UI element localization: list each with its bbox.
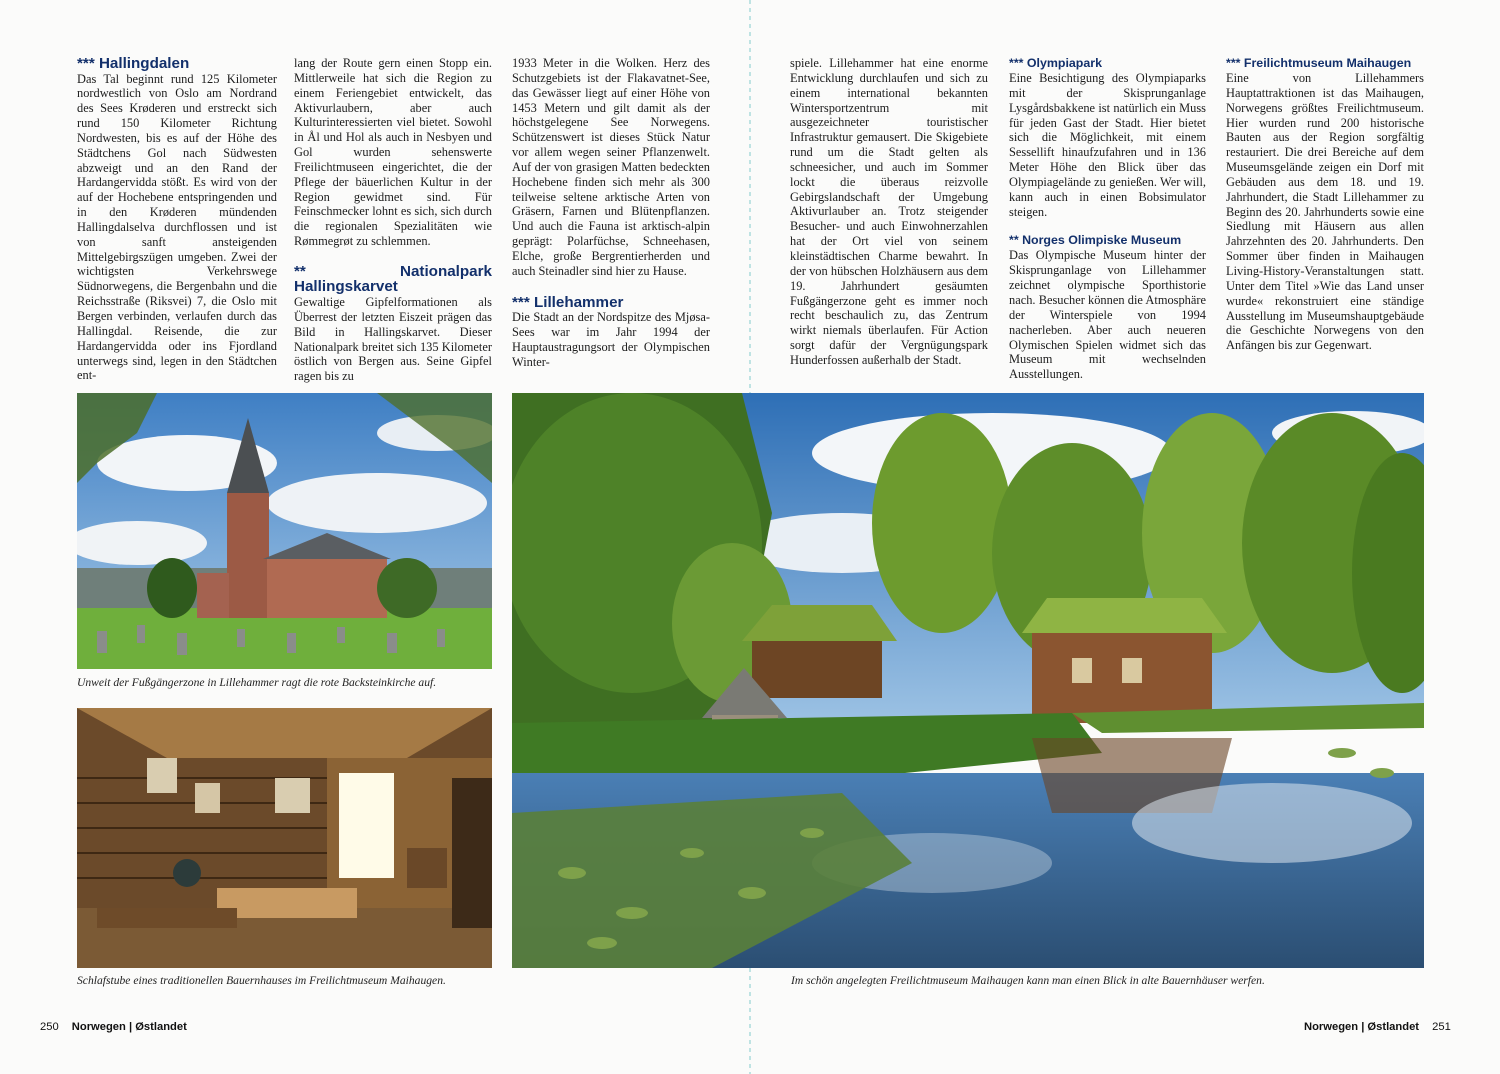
text-hallingdalen-cont: lang der Route gern einen Stopp ein. Mittlerweile hat sich die Region zu einem Feriengebiet entwickelt, das Aktivurlaubern, aber auch Kulturinteressierten viel bietet. Sowohl in Ål und Hol als auch in Nesbyen und Gol wurden sehenswerte Freilichtmuseen eingerichtet, die der Pflege der bäuerlichen Kultur in der Region gewidmet sind. Für Feinschmecker lohnt es sich, sich durch die regionalen Spezialitäten wie Rømmegrøt zu schlemmen. <box>294 56 492 249</box>
text-lillehammer: Die Stadt an der Nordspitze des Mjøsa-Sees war im Jahr 1994 der Hauptaustragungsort der Olympischen Winter- <box>512 310 710 369</box>
left-column-3 <box>512 56 710 370</box>
text-maihaugen: Eine von Lillehammers Hauptattraktionen ist das Maihaugen, Norwegens größtes Freilichtmuseum. Hier wurden rund 200 historische Bauten aus der Region sorgfältig restauriert. Die drei Bereiche auf dem Museumsgelände zeigen ein Dorf mit Gebäuden aus dem 18. und 19. Jahrhundert, die Stadt Lillehammer zu Beginn des 20. Jahrhunderts sowie eine Siedlung mit Häusern aus allen Jahrzehnten des 20. Jahrhunderts. Den Sommer über finden in Maihaugen Living-History-Veranstaltungen statt. Unter dem Titel »Wie das Land unser wurde« rekonstruiert eine ständige Ausstellung im Museumshauptgebäude die Geschichte Norwegens von den Anfängen bis zur Gegenwart. <box>1226 71 1424 353</box>
heading-maihaugen: *** Freilichtmuseum Maihaugen <box>1226 56 1412 70</box>
running-head-right: Norwegen | Østlandet <box>1304 1021 1420 1033</box>
folio-right <box>1304 1021 1451 1033</box>
text-olimpiske-museum: Das Olympische Museum hinter der Skisprunganlage von Lillehammer zeichnet olympische Sporthistorie nach. Besucher können die Atmosphäre der Winterspiele von 1994 nacherleben. Aber auch neueren Olymischen Spielen widmet sich das Museum mit wechselnden Ausstellungen. <box>1009 248 1206 382</box>
text-hallingskarvet-cont: 1933 Meter in die Wolken. Herz des Schutzgebiets ist der Flakavatnet-See, das Gewässer liegt auf einer Höhe von 1453 Metern und gilt damit als der höchstgelegene See Norwegens. Schützenswert ist dieses Stück Natur vor allem wegen seiner Pflanzenwelt. Auf der von grasigen Matten bedeckten Hochebene finden sich mehr als 300 teilweise seltene arktische Arten von Gräsern, Farnen und Blütenpflanzen. Und auch die Fauna ist arktisch-alpin geprägt: Polarfüchse, Schneehasen, Elche, große Bergrentierherden und auch Steinadler sind hier zu Hause. <box>512 56 710 278</box>
caption-maihaugen: Im schön angelegten Freilichtmuseum Maihaugen kann man einen Blick in alte Bauernhäuser werfen. <box>791 974 1265 987</box>
text-hallingskarvet: Gewaltige Gipfelformationen als Überrest der letzten Eiszeit prägen das Bild in Hallingskarvet. Dieser Nationalpark breitet sich 135 Kilometer östlich von Bergen aus. Seine Gipfel ragen bis zu <box>294 294 492 384</box>
heading-hallingskarvet: ** Nationalpark Hallingskarvet <box>294 262 492 296</box>
text-hallingdalen: Das Tal beginnt rund 125 Kilometer nordwestlich von Oslo am Nordrand des Sees Krøderen und erstreckt sich rund 150 Kilometer Richtung Nordwesten, bis es auf der Höhe des Städtchens Gol nach Südwesten abzweigt und an den Rand der Hardangervidda stößt. Es wird von der auf der Hochebene entspringenden und in den Krøderen mündenden Hallingdalselva durchflossen und ist von sanft ansteigenden Mittelgebirgszügen umgeben. Zwei der wichtigsten Verkehrswege Südnorwegens, die Bergenbahn und die Reichsstraße (Riksvei) 7, die Oslo mit Bergen verbinden, verlaufen durch das Hallingdal. Reisende, die zur Hardangervidda oder ins Fjordland unterwegs sind, legen in den Städtchen ent- <box>77 71 277 383</box>
right-column-2 <box>1009 56 1206 382</box>
bedroom-photo <box>77 708 492 968</box>
right-column-3 <box>1226 56 1424 353</box>
heading-olimpiske-museum: ** Norges Olimpiske Museum <box>1009 233 1182 248</box>
left-column-1 <box>77 56 277 383</box>
text-lillehammer-cont: spiele. Lillehammer hat eine enorme Entwicklung durchlaufen und sich zu einem international bekannten Wintersportzentrum mit ausgezeichneter touristischer Infrastruktur gemausert. Die Skigebiete rund um die Stadt gelten als schneesicher, und auch im Sommer lockt die überaus reizvolle Gebirgslandschaft der Umgebung Aktivurlauber an. Trotz steigender Besucher- und auch Einwohnerzahlen hat der Ort viel von seinem kleinstädtischen Charme bewahrt. In der von hübschen Holzhäusern aus dem 19. Jahrhundert gesäumten Fußgängerzone geht es immer noch recht beschaulich zu, das Zentrum wirkt niemals überlaufen. Für Action sorgt dafür der Vergnügungspark Hunderfossen außerhalb der Stadt. <box>790 56 988 367</box>
page-number-left: 250 <box>40 1021 59 1033</box>
left-column-2 <box>294 56 492 384</box>
heading-hallingdalen: *** Hallingdalen <box>77 55 190 72</box>
page-number-right: 251 <box>1432 1021 1451 1033</box>
running-head-left: Norwegen | Østlandet <box>71 1021 187 1033</box>
heading-lillehammer: *** Lillehammer <box>512 293 624 311</box>
caption-church: Unweit der Fußgängerzone in Lillehammer ragt die rote Backsteinkirche auf. <box>77 676 437 689</box>
maihaugen-photo <box>512 393 1424 968</box>
text-olympiapark: Eine Besichtigung des Olympiaparks mit der Skisprunganlage Lysgårdsbakkene ist natürlich ein Muss für jeden Gast der Stadt. Hier bietet sich die Möglichkeit, mit einem Sessellift hinaufzufahren und in 136 Meter Höhe den Blick über das Olympiagelände zu genießen. Wer will, kann auch in einen Bobsimulator steigen. <box>1009 71 1206 219</box>
right-column-1 <box>790 56 988 368</box>
heading-olympiapark: *** Olympiapark <box>1009 56 1102 70</box>
folio-left <box>40 1021 187 1033</box>
church-photo <box>77 393 492 669</box>
caption-bedroom: Schlafstube eines traditionellen Bauernhauses im Freilichtmuseum Maihaugen. <box>77 974 446 987</box>
